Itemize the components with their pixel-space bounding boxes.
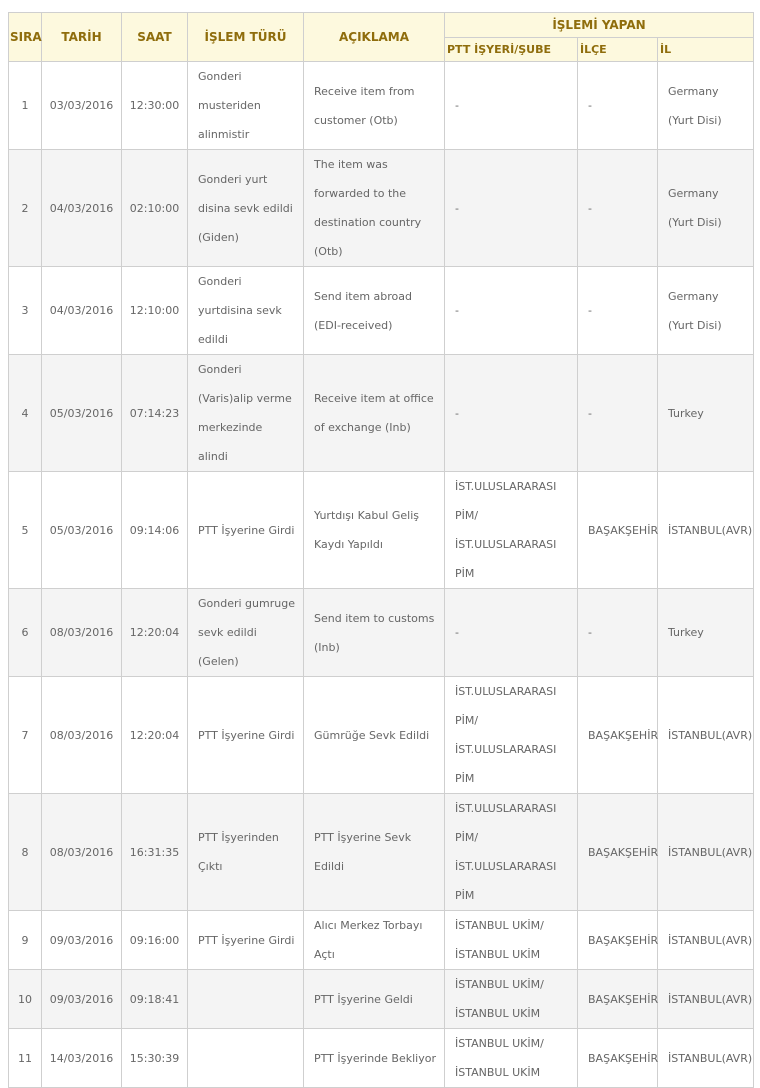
table-header xyxy=(9,13,754,62)
cell-islem-turu: Gonderi gumruge sevk edildi (Gelen) xyxy=(188,589,304,677)
cell-aciklama: Receive item at office of exchange (Inb) xyxy=(304,355,445,472)
cell-tarih: 04/03/2016 xyxy=(42,267,122,355)
cell-aciklama: The item was forwarded to the destination country (Otb) xyxy=(304,150,445,267)
cell-islem-turu: Gonderi musteriden alinmistir xyxy=(188,62,304,150)
cell-saat: 09:16:00 xyxy=(122,911,188,970)
cell-il: İSTANBUL(AVR) xyxy=(658,794,754,911)
table-row xyxy=(9,794,754,911)
cell-ptt-isyeri: - xyxy=(445,62,578,150)
cell-tarih: 03/03/2016 xyxy=(42,62,122,150)
cell-sira: 9 xyxy=(9,911,42,970)
cell-ptt-isyeri: İSTANBUL UKİM/İSTANBUL UKİM xyxy=(445,911,578,970)
cell-ilce: BAŞAKŞEHİR xyxy=(578,911,658,970)
cell-aciklama: Send item abroad (EDI-received) xyxy=(304,267,445,355)
cell-tarih: 08/03/2016 xyxy=(42,794,122,911)
cell-il: İSTANBUL(AVR) xyxy=(658,970,754,1029)
cell-aciklama: Gümrüğe Sevk Edildi xyxy=(304,677,445,794)
cell-ptt-isyeri: İSTANBUL UKİM/İSTANBUL UKİM xyxy=(445,1029,578,1088)
cell-il: Turkey xyxy=(658,355,754,472)
cell-sira: 11 xyxy=(9,1029,42,1088)
cell-ptt-isyeri: - xyxy=(445,355,578,472)
cell-islem-turu: Gonderi yurt disina sevk edildi (Giden) xyxy=(188,150,304,267)
cell-saat: 15:30:39 xyxy=(122,1029,188,1088)
cell-islem-turu: PTT İşyerine Girdi xyxy=(188,911,304,970)
header-ptt-isyeri: PTT İŞYERİ/ŞUBE xyxy=(445,38,578,62)
cell-saat: 02:10:00 xyxy=(122,150,188,267)
cell-tarih: 04/03/2016 xyxy=(42,150,122,267)
table-row xyxy=(9,472,754,589)
table-row xyxy=(9,355,754,472)
table-row xyxy=(9,911,754,970)
cell-saat: 16:31:35 xyxy=(122,794,188,911)
cell-sira: 6 xyxy=(9,589,42,677)
cell-ptt-isyeri: - xyxy=(445,589,578,677)
cell-saat: 12:20:04 xyxy=(122,589,188,677)
cell-ilce: - xyxy=(578,355,658,472)
cell-sira: 3 xyxy=(9,267,42,355)
cell-ptt-isyeri: İST.ULUSLARARASI PİM/İST.ULUSLARARASI PİM xyxy=(445,677,578,794)
cell-sira: 1 xyxy=(9,62,42,150)
cell-saat: 09:18:41 xyxy=(122,970,188,1029)
cell-ilce: BAŞAKŞEHİR xyxy=(578,472,658,589)
cell-il: İSTANBUL(AVR) xyxy=(658,472,754,589)
cell-islem-turu xyxy=(188,1029,304,1088)
cell-sira: 2 xyxy=(9,150,42,267)
cell-il: İSTANBUL(AVR) xyxy=(658,1029,754,1088)
cell-sira: 8 xyxy=(9,794,42,911)
cell-saat: 12:30:00 xyxy=(122,62,188,150)
header-ilce: İLÇE xyxy=(578,38,658,62)
header-il: İL xyxy=(658,38,754,62)
cell-ilce: - xyxy=(578,589,658,677)
header-aciklama: AÇIKLAMA xyxy=(304,13,445,62)
cell-islem-turu: PTT İşyerinden Çıktı xyxy=(188,794,304,911)
cell-sira: 7 xyxy=(9,677,42,794)
cell-ilce: - xyxy=(578,62,658,150)
cell-saat: 12:10:00 xyxy=(122,267,188,355)
table-body xyxy=(9,62,754,1088)
cell-islem-turu: Gonderi (Varis)alip verme merkezinde alindi xyxy=(188,355,304,472)
header-islem-turu: İŞLEM TÜRÜ xyxy=(188,13,304,62)
header-tarih: TARİH xyxy=(42,13,122,62)
cell-il: Germany (Yurt Disi) xyxy=(658,62,754,150)
header-saat: SAAT xyxy=(122,13,188,62)
cell-islem-turu: Gonderi yurtdisina sevk edildi xyxy=(188,267,304,355)
cell-tarih: 09/03/2016 xyxy=(42,970,122,1029)
tracking-table-container xyxy=(8,12,753,1088)
table-row xyxy=(9,970,754,1029)
cell-ilce: BAŞAKŞEHİR xyxy=(578,677,658,794)
table-row xyxy=(9,1029,754,1088)
cell-tarih: 08/03/2016 xyxy=(42,589,122,677)
cell-ilce: - xyxy=(578,267,658,355)
table-row xyxy=(9,150,754,267)
cell-tarih: 05/03/2016 xyxy=(42,355,122,472)
cell-tarih: 09/03/2016 xyxy=(42,911,122,970)
cell-ptt-isyeri: - xyxy=(445,150,578,267)
cell-il: İSTANBUL(AVR) xyxy=(658,677,754,794)
header-islemi-yapan: İŞLEMİ YAPAN xyxy=(445,13,754,38)
cell-il: Germany (Yurt Disi) xyxy=(658,267,754,355)
cell-ilce: BAŞAKŞEHİR xyxy=(578,1029,658,1088)
cell-aciklama: PTT İşyerinde Bekliyor xyxy=(304,1029,445,1088)
table-row xyxy=(9,589,754,677)
table-row xyxy=(9,677,754,794)
cell-saat: 12:20:04 xyxy=(122,677,188,794)
cell-islem-turu: PTT İşyerine Girdi xyxy=(188,677,304,794)
cell-ptt-isyeri: - xyxy=(445,267,578,355)
cell-ptt-isyeri: İST.ULUSLARARASI PİM/İST.ULUSLARARASI PİM xyxy=(445,472,578,589)
cell-aciklama: Alıcı Merkez Torbayı Açtı xyxy=(304,911,445,970)
cell-ilce: BAŞAKŞEHİR xyxy=(578,794,658,911)
cell-aciklama: Yurtdışı Kabul Geliş Kaydı Yapıldı xyxy=(304,472,445,589)
cell-aciklama: Receive item from customer (Otb) xyxy=(304,62,445,150)
cell-sira: 4 xyxy=(9,355,42,472)
tracking-table xyxy=(8,12,754,1088)
cell-ilce: - xyxy=(578,150,658,267)
cell-aciklama: PTT İşyerine Geldi xyxy=(304,970,445,1029)
cell-islem-turu: PTT İşyerine Girdi xyxy=(188,472,304,589)
cell-tarih: 08/03/2016 xyxy=(42,677,122,794)
table-row xyxy=(9,62,754,150)
cell-aciklama: Send item to customs (Inb) xyxy=(304,589,445,677)
header-sira: SIRA xyxy=(9,13,42,62)
cell-islem-turu xyxy=(188,970,304,1029)
cell-il: İSTANBUL(AVR) xyxy=(658,911,754,970)
cell-tarih: 14/03/2016 xyxy=(42,1029,122,1088)
cell-sira: 5 xyxy=(9,472,42,589)
cell-aciklama: PTT İşyerine Sevk Edildi xyxy=(304,794,445,911)
cell-saat: 07:14:23 xyxy=(122,355,188,472)
cell-il: Germany (Yurt Disi) xyxy=(658,150,754,267)
cell-il: Turkey xyxy=(658,589,754,677)
cell-ptt-isyeri: İST.ULUSLARARASI PİM/İST.ULUSLARARASI PİM xyxy=(445,794,578,911)
cell-saat: 09:14:06 xyxy=(122,472,188,589)
cell-sira: 10 xyxy=(9,970,42,1029)
table-row xyxy=(9,267,754,355)
cell-ilce: BAŞAKŞEHİR xyxy=(578,970,658,1029)
cell-ptt-isyeri: İSTANBUL UKİM/İSTANBUL UKİM xyxy=(445,970,578,1029)
cell-tarih: 05/03/2016 xyxy=(42,472,122,589)
